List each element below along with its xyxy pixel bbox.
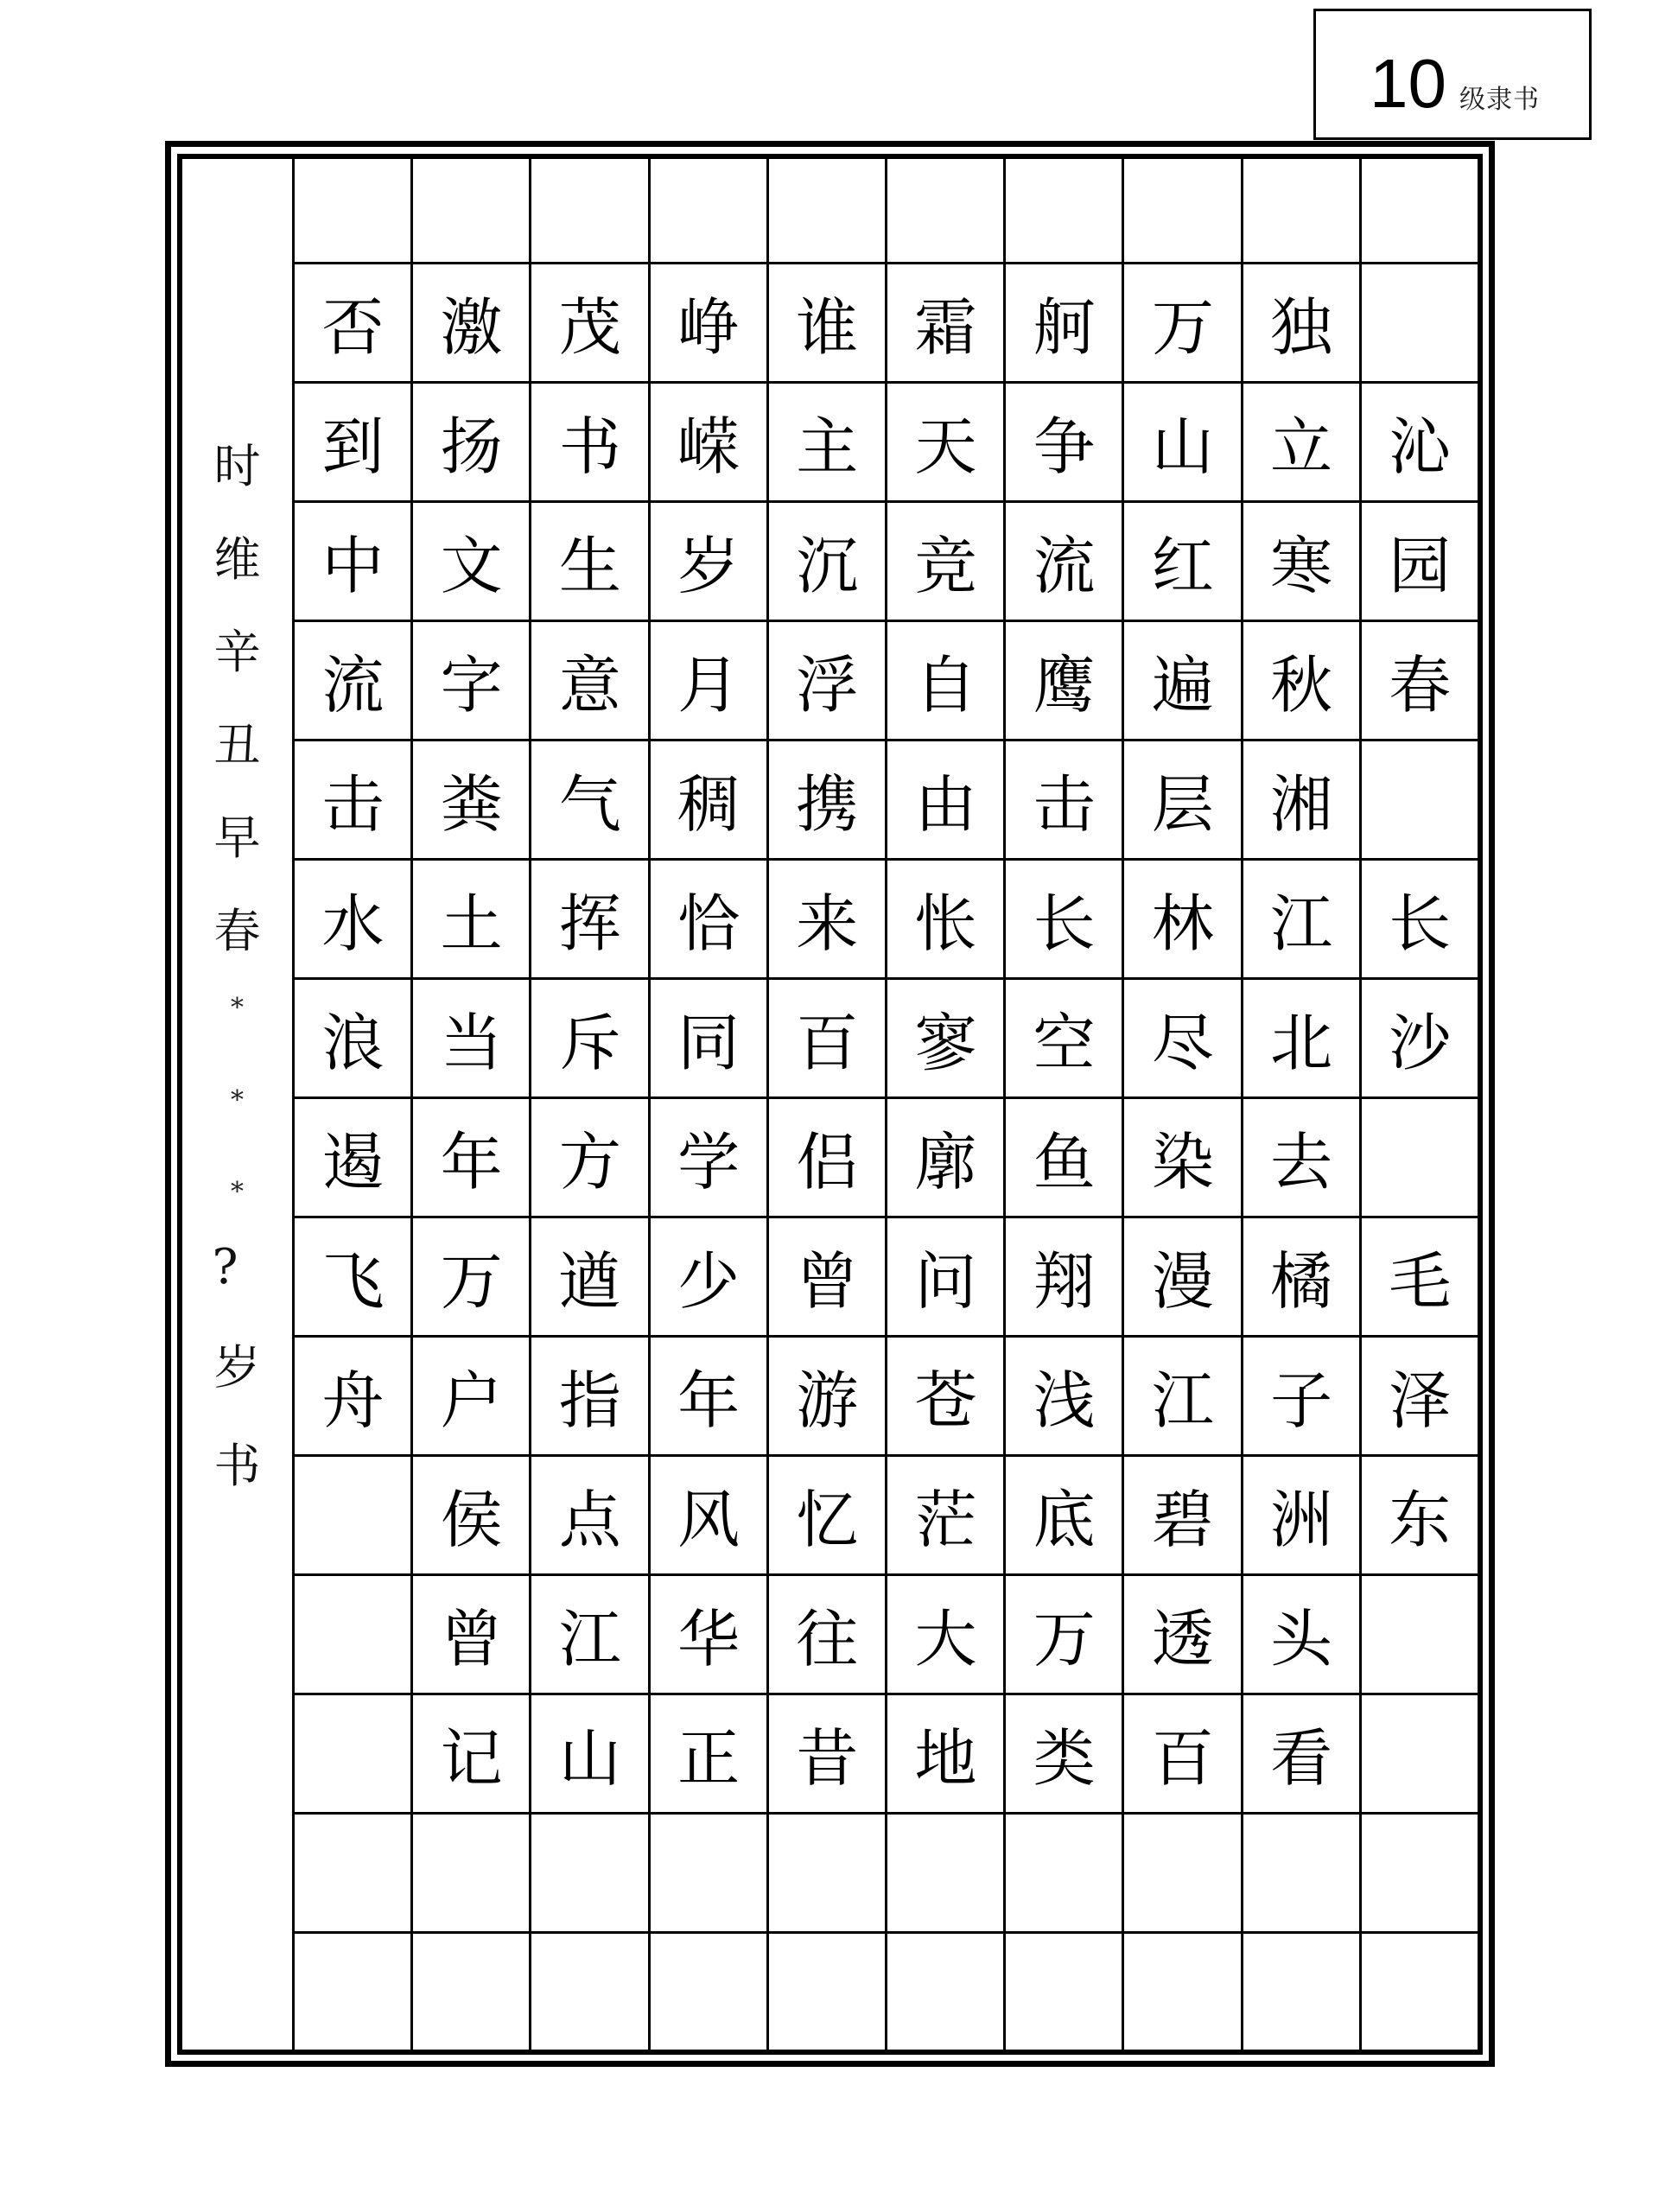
grid-cell: 舟	[321, 1364, 385, 1437]
grid-cell: 正	[677, 1722, 741, 1795]
inscription-char: 早	[213, 810, 261, 865]
grid-cell: 侣	[796, 1126, 859, 1198]
grid-cell: 立	[1270, 410, 1333, 483]
grid-cell: 挥	[558, 887, 621, 960]
grid-cell	[1243, 161, 1361, 262]
grid-cell	[1243, 1933, 1361, 2050]
grid-cell: 鹰	[1033, 649, 1096, 721]
calligraphy-practice-grid	[292, 159, 1478, 2050]
grid-cell: 点	[558, 1484, 621, 1556]
grid-cell	[650, 161, 768, 262]
grid-cell	[412, 161, 531, 262]
grid-cell: 尽	[1151, 1007, 1214, 1079]
grid-cell: 湘	[1270, 768, 1333, 841]
grid-cell: 底	[1033, 1484, 1096, 1556]
grid-cell: 粪	[440, 768, 503, 841]
grid-cell: 由	[914, 768, 977, 841]
grid-cell: 稠	[677, 768, 741, 841]
grid-cell	[531, 1814, 649, 1931]
grid-cell: 寒	[1270, 530, 1333, 602]
grid-cell: 竞	[914, 530, 977, 602]
grid-cell: 透	[1151, 1603, 1214, 1675]
grid-cell: 浪	[321, 1007, 385, 1079]
grid-cell: 遏	[321, 1126, 385, 1198]
grid-cell: 大	[914, 1603, 977, 1675]
grid-cell: 激	[440, 291, 503, 364]
grid-cell: 万	[1033, 1603, 1096, 1675]
grid-cell: 方	[558, 1126, 621, 1198]
grid-cell	[650, 1933, 768, 2050]
grid-cell	[1361, 741, 1479, 858]
grid-cell	[531, 161, 649, 262]
grid-cell: 谁	[796, 291, 859, 364]
grid-cell	[531, 1933, 649, 2050]
grid-cell	[294, 1814, 412, 1931]
inscription-char: 岁	[213, 1340, 261, 1395]
grid-cell: 意	[558, 649, 621, 721]
grid-cell: 翔	[1033, 1245, 1096, 1318]
grid-cell: 园	[1389, 530, 1452, 602]
grid-cell	[650, 1814, 768, 1931]
level-number: 10	[1370, 45, 1446, 122]
grid-cell: 同	[677, 1007, 741, 1079]
grid-cell: 到	[321, 410, 385, 483]
grid-cell: 年	[677, 1364, 741, 1437]
asterisk-mark: *	[231, 1085, 244, 1116]
grid-cell	[1361, 1575, 1479, 1693]
grid-cell	[294, 1933, 412, 2050]
grid-cell: 文	[440, 530, 503, 602]
grid-cell: 浅	[1033, 1364, 1096, 1437]
grid-cell: 昔	[796, 1722, 859, 1795]
grid-cell	[887, 1933, 1005, 2050]
grid-cell: 月	[677, 649, 741, 721]
grid-cell: 学	[677, 1126, 741, 1198]
inscription-char: 丑	[213, 718, 261, 772]
grid-cell: 问	[914, 1245, 977, 1318]
grid-cell: 橘	[1270, 1245, 1333, 1318]
grid-cell: 东	[1389, 1484, 1452, 1556]
grid-cell	[1361, 264, 1479, 381]
calligraphy-level-box	[1313, 9, 1592, 140]
grid-cell: 独	[1270, 291, 1333, 364]
asterisk-mark: *	[231, 1177, 244, 1207]
grid-cell: 万	[1151, 291, 1214, 364]
grid-cell	[1123, 1814, 1242, 1931]
grid-cell	[412, 1814, 531, 1931]
grid-cell: 峥	[677, 291, 741, 364]
grid-cell: 飞	[321, 1245, 385, 1318]
inscription-char: 春	[213, 904, 261, 958]
grid-cell: 携	[796, 768, 859, 841]
grid-cell: 少	[677, 1245, 741, 1318]
grid-cell: 怅	[914, 887, 977, 960]
grid-cell: 万	[440, 1245, 503, 1318]
grid-cell: 头	[1270, 1603, 1333, 1675]
grid-cell: 书	[558, 410, 621, 483]
grid-cell: 江	[1151, 1364, 1214, 1437]
grid-cell: 天	[914, 410, 977, 483]
grid-cell	[1361, 1814, 1479, 1931]
grid-cell	[1361, 1694, 1479, 1812]
grid-cell: 遒	[558, 1245, 621, 1318]
grid-cell: 洲	[1270, 1484, 1333, 1556]
grid-cell: 游	[796, 1364, 859, 1437]
grid-cell	[294, 1456, 412, 1573]
grid-cell: 土	[440, 887, 503, 960]
grid-cell: 岁	[677, 530, 741, 602]
asterisk-mark: *	[231, 993, 244, 1023]
grid-cell: 鱼	[1033, 1126, 1096, 1198]
grid-cell	[1005, 1814, 1123, 1931]
inscription-column	[182, 159, 292, 2050]
grid-cell: 地	[914, 1722, 977, 1795]
grid-cell: 红	[1151, 530, 1214, 602]
grid-cell: 风	[677, 1484, 741, 1556]
grid-cell: 类	[1033, 1722, 1096, 1795]
grid-cell: 户	[440, 1364, 503, 1437]
inscription-char: 书	[213, 1439, 261, 1493]
grid-cell: 长	[1033, 887, 1096, 960]
grid-cell: 否	[321, 291, 385, 364]
grid-cell: 百	[796, 1007, 859, 1079]
grid-cell: 山	[1151, 410, 1214, 483]
grid-cell: 遍	[1151, 649, 1214, 721]
grid-cell	[1005, 1933, 1123, 2050]
grid-cell: 浮	[796, 649, 859, 721]
grid-cell: 指	[558, 1364, 621, 1437]
grid-cell: 百	[1151, 1722, 1214, 1795]
grid-cell: 扬	[440, 410, 503, 483]
grid-cell: 曾	[796, 1245, 859, 1318]
grid-cell: 山	[558, 1722, 621, 1795]
grid-cell: 毛	[1389, 1245, 1452, 1318]
grid-cell: 来	[796, 887, 859, 960]
grid-cell: 舸	[1033, 291, 1096, 364]
grid-cell: 茫	[914, 1484, 977, 1556]
inscription-char: 维	[213, 532, 261, 587]
grid-cell	[1361, 1933, 1479, 2050]
grid-cell: 曾	[440, 1603, 503, 1675]
grid-cell: 当	[440, 1007, 503, 1079]
grid-cell	[294, 1694, 412, 1812]
grid-cell	[294, 1575, 412, 1693]
grid-cell: 染	[1151, 1126, 1214, 1198]
grid-cell: 沙	[1389, 1007, 1452, 1079]
grid-cell: 流	[1033, 530, 1096, 602]
grid-cell: 碧	[1151, 1484, 1214, 1556]
grid-cell: 漫	[1151, 1245, 1214, 1318]
grid-cell: 廓	[914, 1126, 977, 1198]
grid-cell: 字	[440, 649, 503, 721]
grid-cell: 长	[1389, 887, 1452, 960]
grid-cell: 苍	[914, 1364, 977, 1437]
grid-cell: 争	[1033, 410, 1096, 483]
grid-cell	[1243, 1814, 1361, 1931]
grid-cell: 看	[1270, 1722, 1333, 1795]
grid-cell	[1005, 161, 1123, 262]
grid-cell: 寥	[914, 1007, 977, 1079]
grid-cell	[768, 161, 887, 262]
grid-cell: 空	[1033, 1007, 1096, 1079]
grid-cell	[412, 1933, 531, 2050]
grid-cell: 去	[1270, 1126, 1333, 1198]
grid-cell	[887, 161, 1005, 262]
question-mark: ?	[212, 1239, 238, 1295]
grid-cell: 往	[796, 1603, 859, 1675]
grid-cell: 主	[796, 410, 859, 483]
grid-cell	[768, 1814, 887, 1931]
grid-cell: 流	[321, 649, 385, 721]
grid-cell: 侯	[440, 1484, 503, 1556]
grid-cell: 子	[1270, 1364, 1333, 1437]
grid-cell	[768, 1933, 887, 2050]
grid-cell: 层	[1151, 768, 1214, 841]
grid-cell	[1123, 161, 1242, 262]
grid-cell: 沉	[796, 530, 859, 602]
grid-cell: 记	[440, 1722, 503, 1795]
grid-cell: 年	[440, 1126, 503, 1198]
grid-cell: 中	[321, 530, 385, 602]
grid-cell: 江	[1270, 887, 1333, 960]
grid-cell: 击	[321, 768, 385, 841]
grid-cell: 秋	[1270, 649, 1333, 721]
grid-cell	[1361, 161, 1479, 262]
grid-cell: 华	[677, 1603, 741, 1675]
grid-cell: 水	[321, 887, 385, 960]
grid-cell: 生	[558, 530, 621, 602]
grid-cell: 恰	[677, 887, 741, 960]
grid-cell: 北	[1270, 1007, 1333, 1079]
inscription-char: 辛	[213, 625, 261, 679]
grid-cell: 斥	[558, 1007, 621, 1079]
grid-cell: 自	[914, 649, 977, 721]
grid-cell: 林	[1151, 887, 1214, 960]
grid-cell: 忆	[796, 1484, 859, 1556]
grid-cell	[1123, 1933, 1242, 2050]
grid-cell: 沁	[1389, 410, 1452, 483]
grid-cell: 茂	[558, 291, 621, 364]
grid-cell: 霜	[914, 291, 977, 364]
grid-cell: 春	[1389, 649, 1452, 721]
grid-cell: 气	[558, 768, 621, 841]
level-label: 级隶书	[1459, 85, 1540, 115]
grid-cell: 嵘	[677, 410, 741, 483]
inscription-char: 时	[213, 439, 261, 493]
grid-cell	[1361, 1098, 1479, 1216]
grid-cell	[887, 1814, 1005, 1931]
grid-cell: 江	[558, 1603, 621, 1675]
grid-cell: 击	[1033, 768, 1096, 841]
grid-cell	[294, 161, 412, 262]
grid-cell: 泽	[1389, 1364, 1452, 1437]
